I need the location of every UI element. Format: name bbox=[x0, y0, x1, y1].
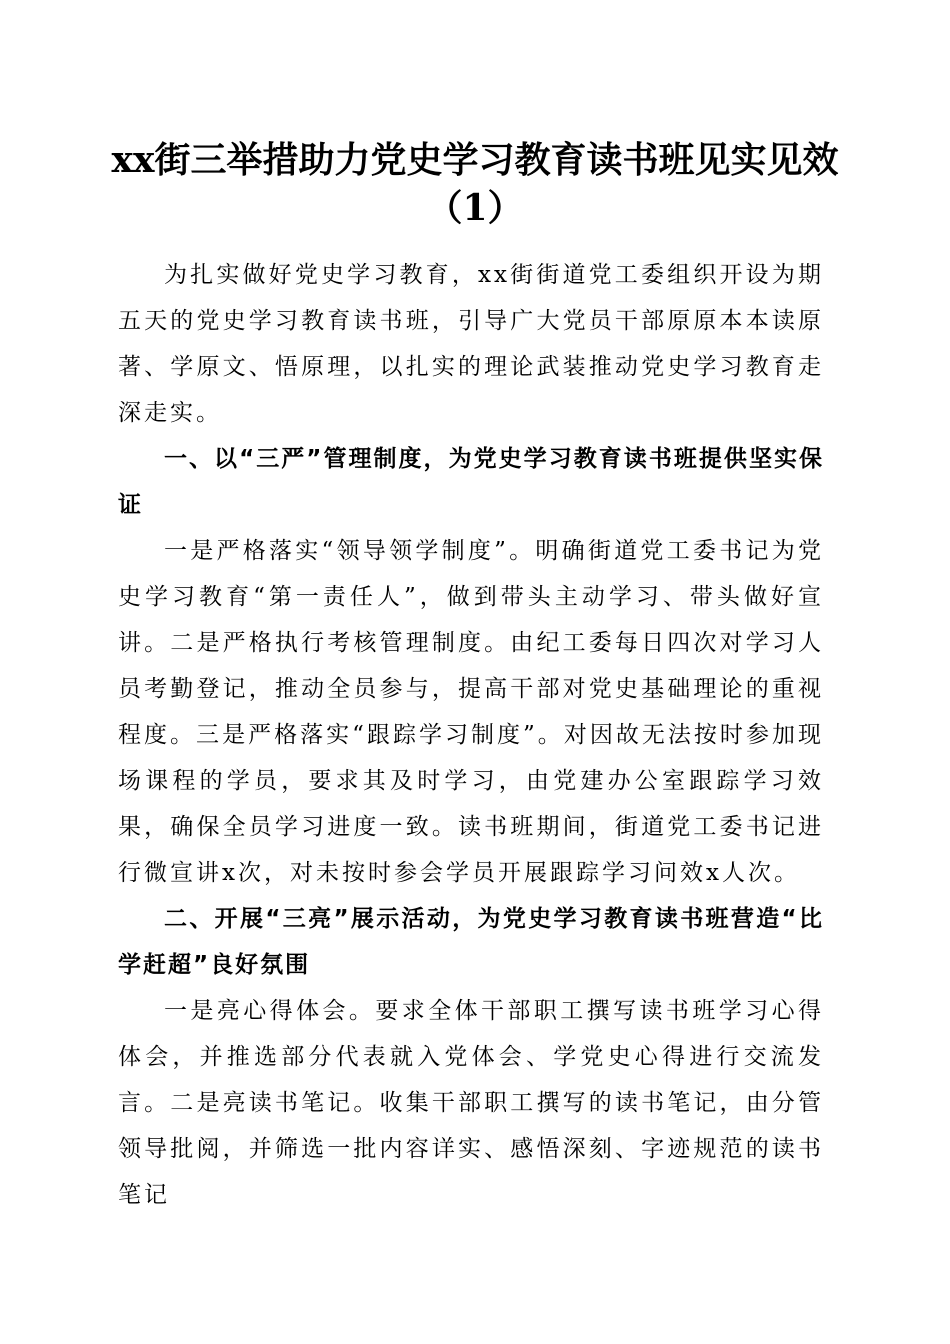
section-heading-2: 二、开展“三亮”展示活动，为党史学习教育读书班营造“比学赶超”良好氛围 bbox=[118, 906, 824, 978]
document-title: xx街三举措助力党史学习教育读书班见实见效（1） bbox=[111, 139, 839, 229]
document-body bbox=[118, 252, 824, 1218]
intro-paragraph: 为扎实做好党史学习教育，xx街街道党工委组织开设为期五天的党史学习教育读书班，引导广大党员干部原原本本读原著、学原文、悟原理，以扎实的理论武装推动党史学习教育走深走实。 bbox=[118, 262, 824, 426]
section-heading-1: 一、以“三严”管理制度，为党史学习教育读书班提供坚实保证 bbox=[118, 446, 824, 518]
section-2-paragraph: 一是亮心得体会。要求全体干部职工撰写读书班学习心得体会，并推选部分代表就入党体会、学党史心得进行交流发言。二是亮读书笔记。收集干部职工撰写的读书笔记，由分管领导批阅，并筛选一批内容详实、感悟深刻、字迹规范的读书笔记 bbox=[118, 998, 824, 1208]
section-1-paragraph: 一是严格落实“领导领学制度”。明确街道党工委书记为党史学习教育“第一责任人”，做到带头主动学习、带头做好宣讲。二是严格执行考核管理制度。由纪工委每日四次对学习人员考勤登记，推动全员参与，提高干部对党史基础理论的重视程度。三是严格落实“跟踪学习制度”。对因故无法按时参加现场课程的学员，要求其及时学习，由党建办公室跟踪学习效果，确保全员学习进度一致。读书班期间，街道党工委书记进行微宣讲x次，对未按时参会学员开展跟踪学习问效x人次。 bbox=[118, 538, 824, 886]
